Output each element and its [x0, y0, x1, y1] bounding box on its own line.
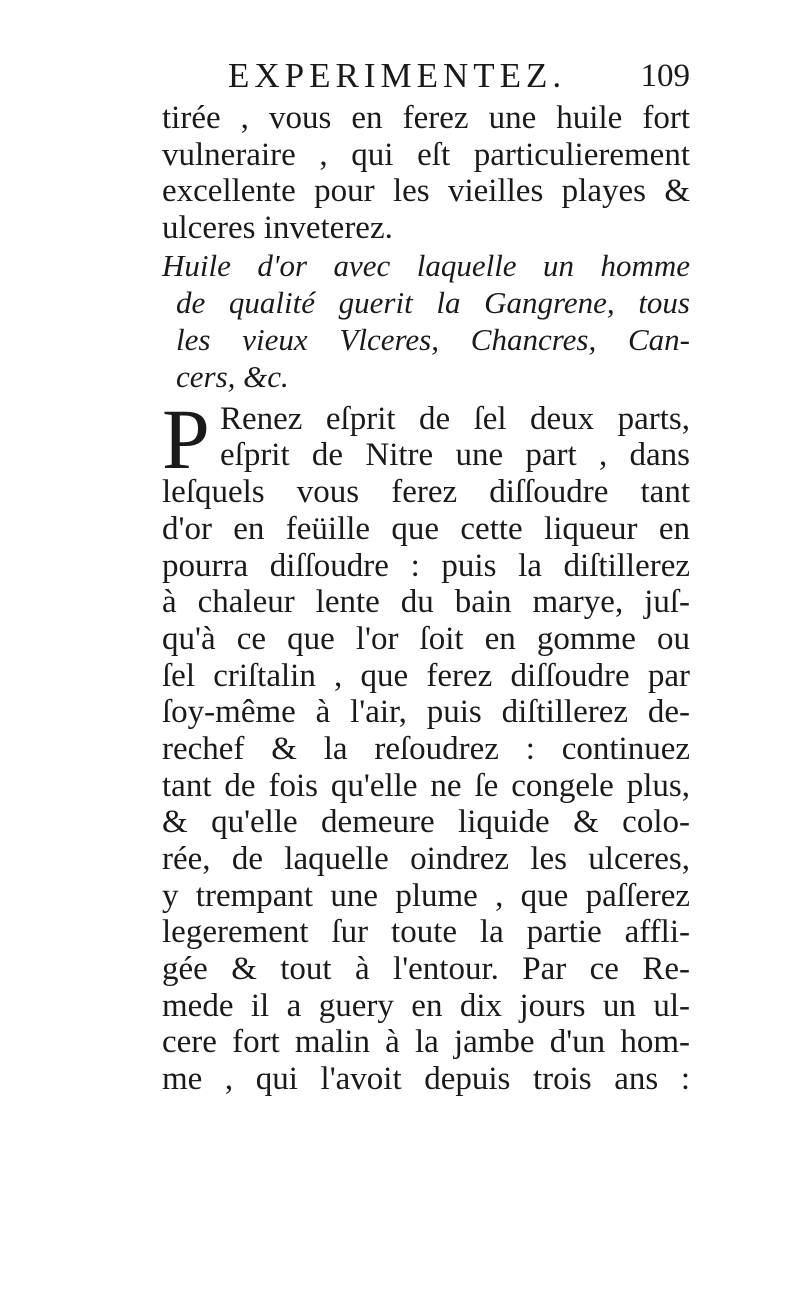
text-line: rée, de laquelle oindrez les ulceres, — [162, 841, 690, 877]
text-line: eſprit de Nitre une part , dans — [220, 437, 690, 474]
heading-line: les vieux Vlceres, Chancres, Can- — [176, 321, 690, 357]
text-line: gée & tout à l'entour. Par ce Re- — [162, 951, 690, 988]
text-line: à chaleur lente du bain marye, juſ- — [162, 584, 690, 621]
text-line: legerement ſur toute la partie affli- — [162, 914, 690, 951]
heading-line: de qualité guerit la Gangrene, tous — [176, 284, 690, 320]
text-line: mede il a guery en dix jours un ul- — [162, 987, 690, 1024]
text-block — [162, 100, 690, 1098]
text-line: qu'à ce que l'or ſoit en gomme ou — [162, 620, 690, 657]
text-line: pourra diſſoudre : puis la diſtillerez — [162, 547, 690, 584]
text-line: leſquels vous ferez diſſoudre tant — [162, 474, 690, 511]
recipe-heading — [162, 247, 690, 395]
page-header — [228, 52, 690, 100]
text-line: rechef & la reſoudrez : continuez — [162, 730, 690, 767]
text-line: ulceres inveterez. — [162, 210, 393, 247]
text-line: Renez eſprit de ſel deux parts, — [220, 400, 690, 437]
continuation-text — [162, 100, 690, 247]
text-line: tant de fois qu'elle ne ſe congele plus, — [162, 767, 690, 804]
page-number: 109 — [640, 58, 690, 94]
text-line: me , qui l'avoit depuis trois ans : — [162, 1061, 690, 1098]
text-line: ſoy-même à l'air, puis diſtillerez de- — [162, 694, 690, 731]
text-line: vulneraire , qui eſt particulierement — [162, 136, 690, 173]
text-line: & qu'elle demeure liquide & colo- — [162, 804, 690, 841]
text-line: excellente pour les vieilles playes & — [162, 173, 690, 210]
text-line: cere fort malin à la jambe d'un hom- — [162, 1024, 690, 1061]
running-title: EXPERIMENTEZ. — [228, 56, 567, 95]
text-line: d'or en feüille que cette liqueur en — [162, 510, 690, 547]
text-line: tirée , vous en ferez une huile fort — [162, 100, 690, 136]
heading-line: cers, &c. — [176, 358, 289, 394]
text-line: y trempant une plume , que paſſerez — [162, 877, 690, 914]
text-line: ſel criſtalin , que ferez diſſoudre par — [162, 657, 690, 694]
drop-cap: P — [162, 390, 210, 487]
recipe-paragraph — [162, 390, 690, 1098]
heading-line: Huile d'or avec laquelle un homme — [162, 247, 690, 283]
